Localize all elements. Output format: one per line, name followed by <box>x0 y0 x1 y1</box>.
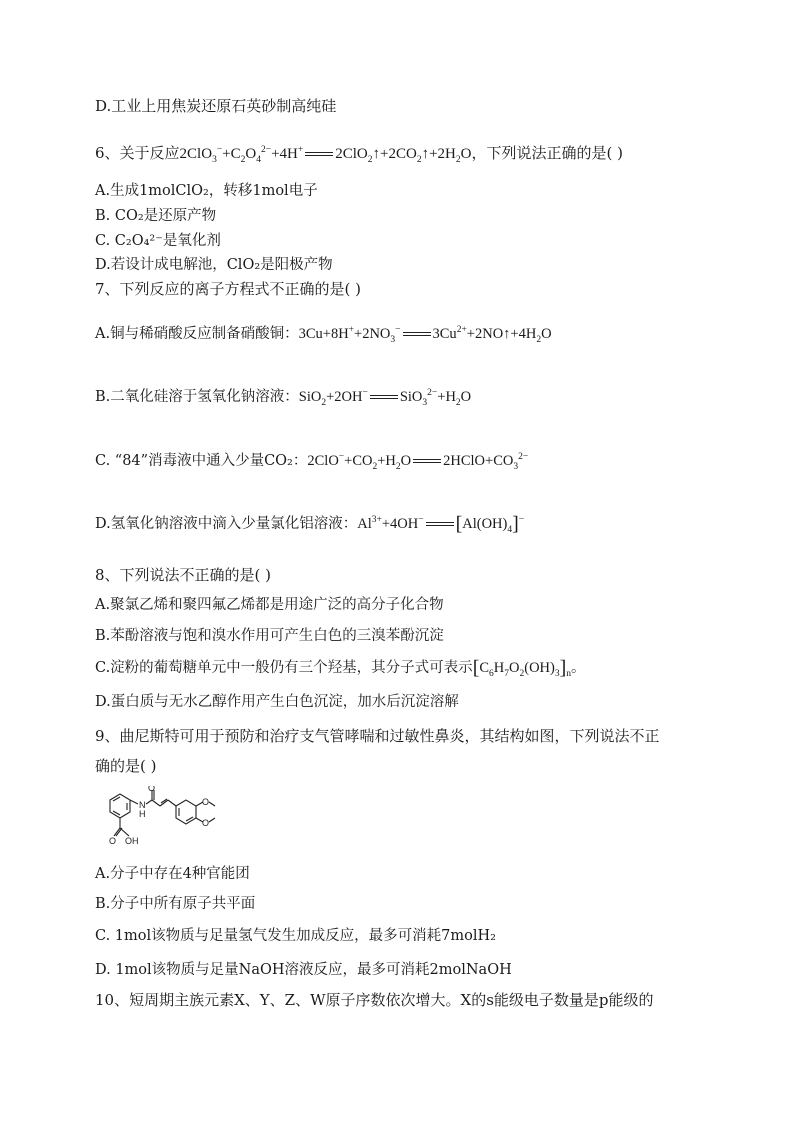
option-7d-equation: $Al^{3+}+4OH^-$ $[Al(OH)_4]^-$ <box>357 513 525 535</box>
q6-suffix: ，下列说法正确的是( ) <box>471 144 623 162</box>
structure-label-o1: O <box>148 786 156 793</box>
structure-label-o2: O <box>109 836 117 846</box>
question-8: 8、下列说法不正确的是( ) <box>95 566 272 584</box>
option-7b-equation: SiO$_2$+2OH− $SiO_3^{2-}+H_2O$ <box>298 388 472 408</box>
option-6c: C. C₂O₄²⁻是氧化剂 <box>95 233 221 249</box>
question-9-line2: 确的是( ) <box>95 757 157 775</box>
option-7c-text: C. “84”消毒液中通入少量CO₂： <box>95 453 308 469</box>
option-8b: B.苯酚溶液与饱和溴水作用可产生白色的三溴苯酚沉淀 <box>95 628 444 644</box>
option-9d: D. 1mol该物质与足量NaOH溶液反应，最多可消耗2molNaOH <box>95 962 512 978</box>
option-7a-equation: $3Cu+8H^++2NO_3^-$ $3Cu^{2+}+2NO↑+4H_2O$ <box>298 325 552 345</box>
q6-equation: $2ClO_3^-+C_2O_4^{2-}+4H^+$ $2ClO_2↑+2CO_2↑+2H_2O$ <box>179 145 472 165</box>
structure-label-oh: OH <box>125 836 139 846</box>
option-9c: C. 1mol该物质与足量氢气发生加成反应，最多可消耗7molH₂ <box>95 928 496 944</box>
option-6d: D.若设计成电解池，ClO₂是阳极产物 <box>95 257 333 273</box>
option-7c <box>95 451 528 471</box>
option-7d-text: D.氢氧化钠溶液中滴入少量氯化铝溶液： <box>95 516 358 532</box>
structure-label-o3: O <box>202 797 210 807</box>
option-9a: A.分子中存在4种官能团 <box>95 866 250 882</box>
option-5d: D.工业上用焦炭还原石英砂制高纯硅 <box>95 97 337 115</box>
option-7a-text: A.铜与稀硝酸反应制备硝酸铜： <box>95 326 299 342</box>
tranilast-structure <box>96 786 226 854</box>
option-6a: A.生成1molClO₂，转移1mol电子 <box>95 183 318 199</box>
option-8c-formula: $[C_6H_7O_2(OH)_3]_n$ <box>472 657 572 679</box>
structure-label-n: N <box>139 800 146 810</box>
option-8a: A.聚氯乙烯和聚四氟乙烯都是用途广泛的高分子化合物 <box>95 597 444 613</box>
structure-label-h: H <box>139 809 146 819</box>
option-8d: D.蛋白质与无水乙醇作用产生白色沉淀，加水后沉淀溶解 <box>95 694 459 710</box>
question-10: 10、短周期主族元素X、Y、Z、W原子序数依次增大。X的s能级电子数量是p能级的 <box>95 991 654 1009</box>
question-7: 7、下列反应的离子方程式不正确的是( ) <box>95 280 362 298</box>
option-8c-tail: 。 <box>571 660 586 676</box>
option-6b: B. CO₂是还原产物 <box>95 208 217 224</box>
option-7b-text: B.二氧化硅溶于氢氧化钠溶液： <box>95 389 299 405</box>
option-7a <box>95 324 552 344</box>
option-7b <box>95 387 471 407</box>
option-9b: B.分子中所有原子共平面 <box>95 896 256 912</box>
structure-label-o4: O <box>202 818 210 828</box>
q6-prefix: 6、关于反应 <box>95 144 180 162</box>
question-9-line1: 9、曲尼斯特可用于预防和治疗支气管哮喘和过敏性鼻炎，其结构如图，下列说法不正 <box>95 727 660 745</box>
option-7d <box>95 514 524 534</box>
option-8c-text: C.淀粉的葡萄糖单元中一般仍有三个羟基，其分子式可表示 <box>95 660 473 676</box>
option-7c-equation: $2ClO^-+CO_2+H_2O$ $2HClO+CO_3^{2-}$ <box>307 452 529 472</box>
question-6 <box>95 143 623 164</box>
option-8c <box>95 658 586 678</box>
